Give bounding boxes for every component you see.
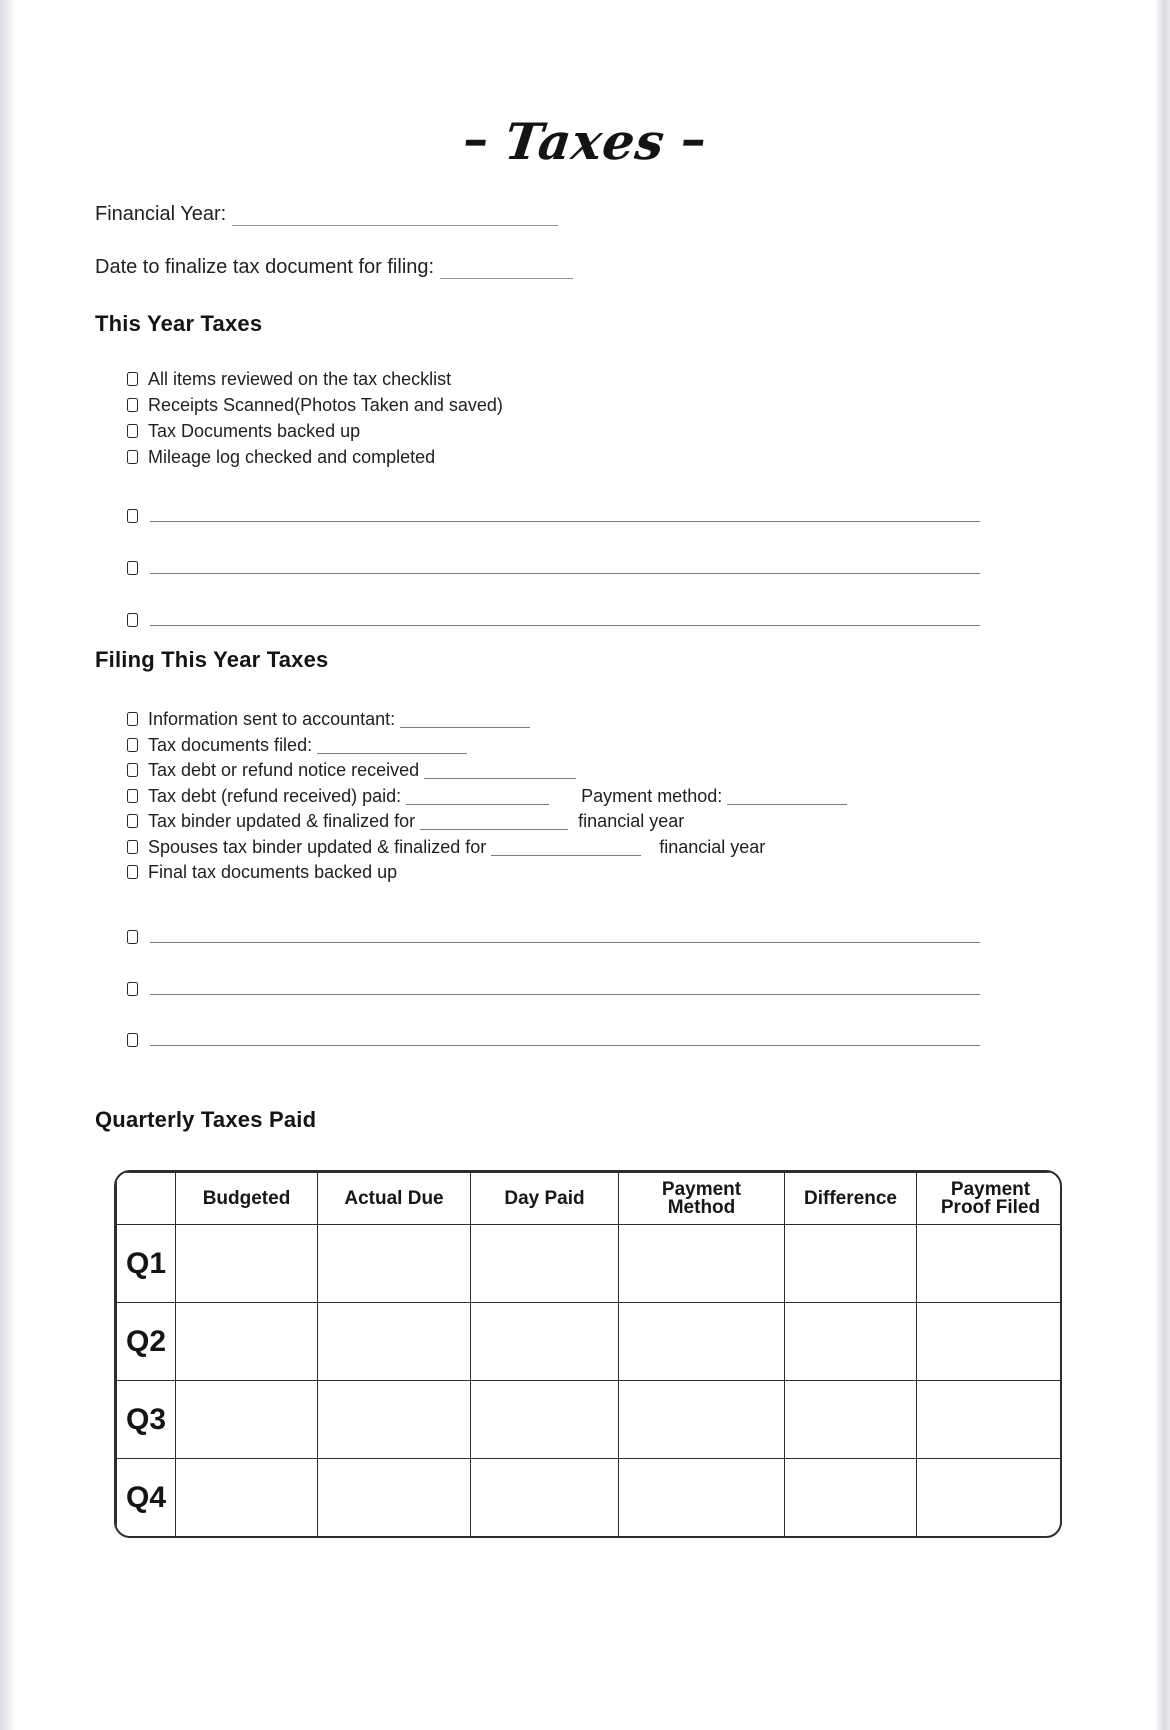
table-cell [619, 1459, 785, 1537]
section-heading-filing-this-year-taxes: Filing This Year Taxes [95, 647, 329, 672]
section-heading-quarterly-taxes-paid: Quarterly Taxes Paid [95, 1107, 317, 1132]
blank-line [150, 994, 980, 995]
table-cell [176, 1381, 318, 1459]
page-edge-left [0, 0, 16, 1730]
financial-year-field [95, 203, 558, 226]
blank-line [150, 625, 980, 626]
blank-line [424, 778, 576, 779]
title-text: Taxes [501, 112, 669, 171]
checklist-item [127, 758, 847, 784]
row-label-q1: Q1 [117, 1225, 176, 1303]
blank-line [150, 573, 980, 574]
checklist-item [127, 809, 847, 835]
this-year-blank-rows [127, 505, 980, 661]
checklist-item-label: Tax debt or refund notice received [148, 760, 420, 780]
table-cell [785, 1381, 917, 1459]
checkbox-icon [127, 398, 138, 412]
row-label-q4: Q4 [117, 1459, 176, 1537]
section-heading-this-year-taxes: This Year Taxes [95, 311, 263, 336]
table-cell [471, 1225, 619, 1303]
this-year-checklist [127, 366, 503, 470]
blank-line [317, 753, 467, 754]
checklist-item-label: Tax Documents backed up [148, 421, 361, 441]
filing-checklist [127, 707, 847, 886]
blank-checklist-row [127, 505, 980, 523]
blank-line [400, 727, 530, 728]
table-cell [917, 1225, 1063, 1303]
quarterly-taxes-table [114, 1170, 1062, 1538]
table-header-actual-due: Actual Due [318, 1173, 471, 1225]
table-header-empty [117, 1173, 176, 1225]
finalize-date-blank-line [440, 260, 573, 279]
table-row-q2 [117, 1303, 1063, 1381]
table-cell [176, 1459, 318, 1537]
checklist-item-label: Information sent to accountant: [148, 709, 396, 729]
checkbox-icon [127, 450, 138, 464]
table-header-day-paid: Day Paid [471, 1173, 619, 1225]
table-cell [917, 1459, 1063, 1537]
table-cell [785, 1303, 917, 1381]
page-title [0, 109, 1170, 172]
blank-line [491, 855, 641, 856]
blank-checklist-row [127, 1029, 980, 1047]
checkbox-icon [127, 789, 138, 803]
table-cell [471, 1303, 619, 1381]
quarterly-table-grid [116, 1172, 1062, 1537]
checkbox-icon [127, 712, 138, 726]
table-header-row [117, 1173, 1063, 1225]
table-cell [785, 1225, 917, 1303]
table-row-q1 [117, 1225, 1063, 1303]
checkbox-icon [127, 763, 138, 777]
checkbox-icon [127, 982, 138, 996]
checkbox-icon [127, 1033, 138, 1047]
checkbox-icon [127, 561, 138, 575]
finalize-date-label: Date to finalize tax document for filing: [95, 256, 435, 278]
table-cell [619, 1381, 785, 1459]
blank-checklist-row [127, 926, 980, 944]
table-cell [318, 1225, 471, 1303]
checkbox-icon [127, 930, 138, 944]
table-cell [176, 1303, 318, 1381]
table-cell [917, 1381, 1063, 1459]
checklist-item [127, 835, 847, 861]
financial-year-suffix: financial year [659, 836, 766, 857]
checklist-item [127, 860, 847, 886]
financial-year-suffix: financial year [578, 811, 685, 831]
checklist-item [127, 444, 503, 470]
checklist-item [127, 392, 503, 418]
checklist-item-label: All items reviewed on the tax checklist [148, 369, 452, 389]
table-header-payment-proof-filed: Payment Proof Filed [917, 1173, 1063, 1225]
blank-checklist-row [127, 557, 980, 575]
checklist-item-label: Receipts Scanned(Photos Taken and saved) [148, 395, 503, 415]
checklist-item-label: Spouses tax binder updated & finalized for [148, 836, 487, 857]
table-cell [176, 1225, 318, 1303]
table-cell [471, 1459, 619, 1537]
title-dash-left: – [460, 109, 494, 168]
checklist-item [127, 784, 847, 810]
table-row-q4 [117, 1459, 1063, 1537]
financial-year-blank-line [232, 207, 558, 226]
blank-line [420, 829, 568, 830]
table-cell [785, 1459, 917, 1537]
payment-method-label: Payment method: [581, 785, 723, 806]
table-cell [318, 1459, 471, 1537]
blank-line [150, 942, 980, 943]
table-cell [471, 1381, 619, 1459]
checkbox-icon [127, 372, 138, 386]
blank-line [727, 804, 847, 805]
table-cell [619, 1225, 785, 1303]
filing-blank-rows [127, 926, 980, 1081]
checklist-item-label: Tax debt (refund received) paid: [148, 785, 402, 806]
checkbox-icon [127, 840, 138, 854]
checklist-item-label: Final tax documents backed up [148, 862, 398, 882]
table-header-payment-method: Payment Method [619, 1173, 785, 1225]
table-cell [318, 1303, 471, 1381]
checklist-item [127, 733, 847, 759]
table-cell [318, 1381, 471, 1459]
checkbox-icon [127, 865, 138, 879]
page-edge-right [1154, 0, 1170, 1730]
finalize-date-field [95, 256, 573, 279]
checklist-item-label: Mileage log checked and completed [148, 447, 436, 467]
table-row-q3 [117, 1381, 1063, 1459]
checkbox-icon [127, 509, 138, 523]
blank-line [150, 1045, 980, 1046]
blank-line [150, 521, 980, 522]
checkbox-icon [127, 613, 138, 627]
checklist-item [127, 366, 503, 392]
checklist-item-label: Tax documents filed: [148, 734, 313, 755]
blank-line [406, 804, 549, 805]
blank-checklist-row [127, 978, 980, 996]
row-label-q2: Q2 [117, 1303, 176, 1381]
table-cell [917, 1303, 1063, 1381]
checkbox-icon [127, 738, 138, 752]
blank-checklist-row [127, 609, 980, 627]
checklist-item-label: Tax binder updated & finalized for [148, 811, 416, 831]
checkbox-icon [127, 424, 138, 438]
table-header-budgeted: Budgeted [176, 1173, 318, 1225]
financial-year-label: Financial Year: [95, 203, 227, 225]
checklist-item [127, 707, 847, 733]
table-cell [619, 1303, 785, 1381]
title-dash-right: – [677, 109, 711, 168]
row-label-q3: Q3 [117, 1381, 176, 1459]
checklist-item [127, 418, 503, 444]
checkbox-icon [127, 814, 138, 828]
table-header-difference: Difference [785, 1173, 917, 1225]
